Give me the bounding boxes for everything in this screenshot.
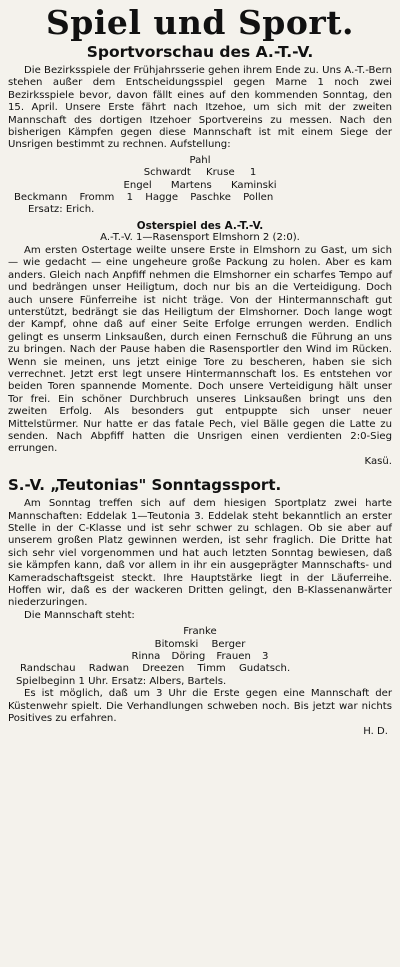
easter-title: Osterspiel des A.-T.-V. xyxy=(136,219,264,232)
lineup-line: Randschau Radwan Dreezen Timm Gudatsch. xyxy=(20,663,291,675)
lineup-line: Schwardt Kruse 1 xyxy=(143,167,257,179)
lineup-line: Pahl xyxy=(189,154,211,166)
teutonia-signature: H. D. xyxy=(363,725,388,737)
teutonia-paragraph: Am Sonntag treffen sich auf dem hiesigen Sportplatz zwei harte Mannschaften: Eddelak 1—Teutonia 3. Eddelak steht bekanntlich an erster Stelle in der C-Klasse und ist sehr schwer zu schlagen. Ob sie aber auf unserem großen Platz gewinnen werden, ist sehr fraglich. Die Dritte hat sich sehr viel vorgenommen und hat auch letzten Sonntag bewiesen, daß sie kämpfen kann, daß vor allem in ihr ein ausgeprägter Mannschafts- und Kameradschaftsgeist steckt. Ihre Hauptstärke liegt in der Läuferreihe. Hoffen wir, daß es der wackeren Dritten gelingt, den B-Klassenanwärter niederzuringen. xyxy=(8,498,392,609)
teutonia-heading: S.-V. „Teutonias" Sonntagssport. xyxy=(8,476,282,495)
masthead-title: Spiel und Sport. xyxy=(45,3,355,42)
lineup-line: Rinna Döring Frauen 3 xyxy=(131,651,269,663)
kickoff-line: Spielbeginn 1 Uhr. Ersatz: Albers, Bartels. xyxy=(16,675,227,687)
lineup-line: Beckmann Fromm 1 Hagge Paschke Pollen xyxy=(14,192,274,204)
teutonia-closing: Es ist möglich, daß um 3 Uhr die Erste gegen eine Mannschaft der Küstenwehr spielt. Die Verhandlungen schweben noch. Bis jetzt war nichts Positives zu erfahren. xyxy=(8,688,392,725)
atv-paragraph: Die Bezirksspiele der Frühjahrsserie gehen ihrem Ende zu. Uns A.-T.-Bern stehen außer dem Entscheidungsspiel gegen Marne 1 noch zwei Bezirksspiele bevor, davon fällt eines auf den kommenden Sonntag, den 15. April. Unsere Erste fährt nach Itzehoe, um sich mit der zweiten Mannschaft des dortigen Itzehoer Sportvereins zu messen. Nach den bisherigen Kämpfen gegen diese Mannschaft ist mit einem Siege der Unsrigen bestimmt zu rechnen. Aufstellung: xyxy=(8,65,392,151)
teutonia-section xyxy=(8,476,392,738)
lineup-reserve: Ersatz: Erich. xyxy=(28,204,95,216)
lineup-line: Bitomski Berger xyxy=(154,638,246,650)
easter-score: A.-T.-V. 1—Rasensport Elmshorn 2 (2:0). xyxy=(100,232,300,244)
easter-report: Am ersten Ostertage weilte unsere Erste in Elmshorn zu Gast, um sich — wie gedacht — eine ungeheure große Packung zu holen. Aber es kam anders. Gleich nach Anpfiff nehmen die Elmshorner ein scharfes Tempo auf und bedrängen unser Heiligtum, doch nur bis an die Verteidigung. Doch auch unsere Fünferreihe ist nicht träge. Von der Hintermannschaft gut unterstützt, bedrängt sie das Heiligtum der Elmshorner. Doch lange wogt der Kampf, ohne daß auf einer Seite Erfolge errungen werden. Endlich gelingt es unserm Linksaußen, durch einen Fernschuß die Führung an uns zu bringen. Nach der Pause haben die Rasensportler den Wind im Rücken. Wenn sie meinen, uns jetzt einige Tore zu bescheren, haben sie sich verrechnet. Jetzt erst legt unsere Hintermannschaft los. Es entstehen vor beiden Toren spannende Momente. Doch unsere Verteidigung hält unser Tor frei. Ein schöner Durchbruch unseres Linksaußen bringt uns den zweiten Erfolg. Als besonders gut entpuppte sich unser neuer Mittelstürmer. Nur hatte er das fatale Pech, viel Bälle gegen die Latte zu senden. Nach Abpfiff hatten die Unsrigen einen verdienten 2:0-Sieg errungen. xyxy=(8,244,392,455)
atv-heading: Sportvorschau des A.-T.-V. xyxy=(86,43,314,61)
newspaper-column xyxy=(8,0,392,738)
atv-signature: Kasü. xyxy=(364,455,392,467)
team-intro: Die Mannschaft steht: xyxy=(24,609,135,621)
lineup-line: Franke xyxy=(183,626,217,638)
teutonia-lineup xyxy=(8,626,392,676)
atv-section xyxy=(8,43,392,468)
atv-lineup xyxy=(8,155,392,217)
lineup-line: Engel Martens Kaminski xyxy=(123,179,277,191)
